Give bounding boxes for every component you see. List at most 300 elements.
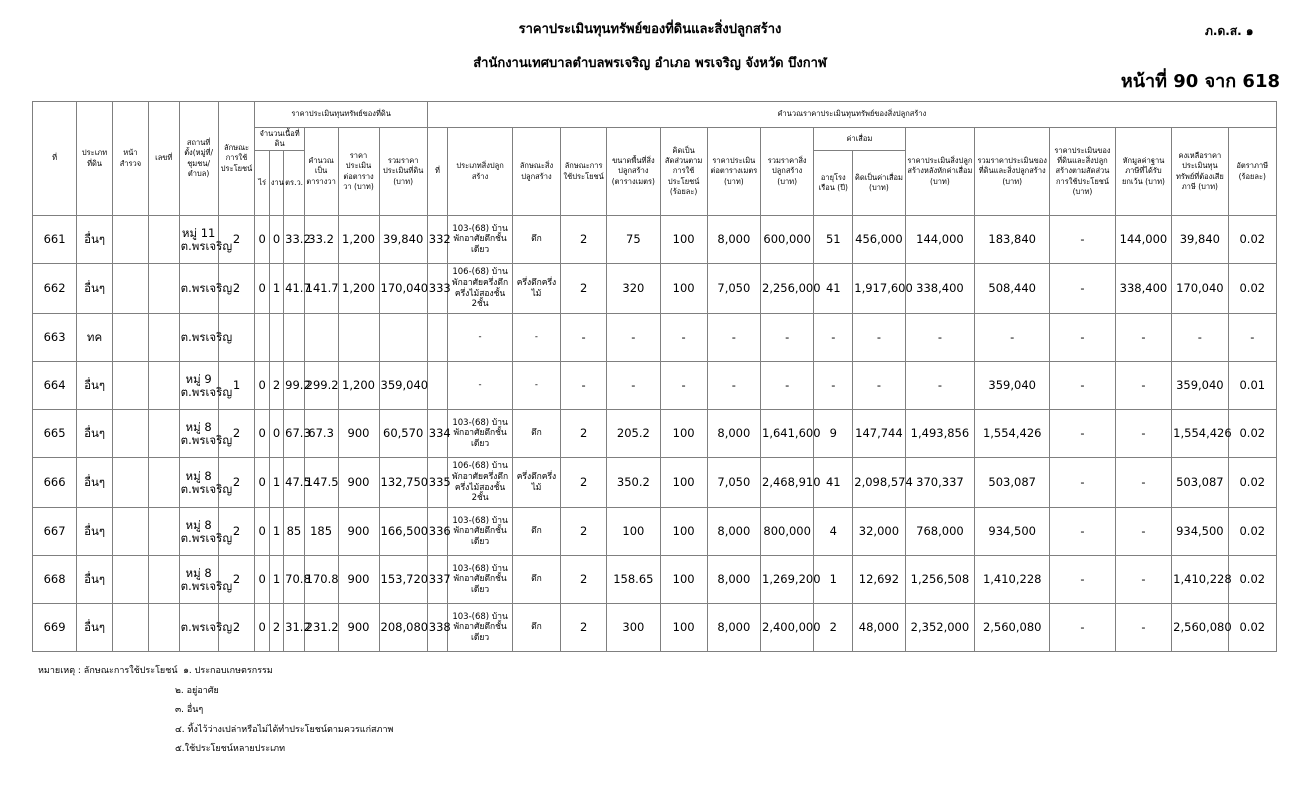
header-taxable: คงเหลือราคาประเมินทุนทรัพย์ที่ต้องเสียภาษี (บาท)	[1172, 128, 1228, 216]
cell-tax-rate: 0.02	[1228, 604, 1276, 652]
cell-building-no: 334	[427, 410, 448, 458]
table-row	[33, 458, 1277, 508]
header-survey-page: หน้าสำรวจ	[112, 102, 148, 216]
cell-grand-total: 359,040	[975, 362, 1050, 410]
cell-building-ratio: 100	[660, 410, 707, 458]
cell-proportional: -	[1050, 556, 1116, 604]
cell-price-wa: 900	[338, 508, 379, 556]
cell-location: ต.พรเจริญ	[179, 604, 218, 652]
cell-rai: 0	[255, 264, 269, 314]
cell-building-age: 1	[814, 556, 853, 604]
header-proportional: ราคาประเมินของที่ดินและสิ่งปลูกสร้างตามสัดส่วนการใช้ประโยชน์ (บาท)	[1050, 128, 1116, 216]
cell-proportional: -	[1050, 362, 1116, 410]
cell-land-type: ทค	[77, 314, 113, 362]
cell-building-age: 2	[814, 604, 853, 652]
cell-survey-page	[112, 314, 148, 362]
cell-taxable: 170,040	[1172, 264, 1228, 314]
cell-building-no: 332	[427, 216, 448, 264]
cell-usage: 1	[218, 362, 255, 410]
remarks-label: หมายเหตุ : ลักษณะการใช้ประโยชน์	[38, 666, 178, 676]
cell-taxable: 1,554,426	[1172, 410, 1228, 458]
cell-number	[148, 604, 179, 652]
cell-building-total: 2,400,000	[761, 604, 814, 652]
cell-building-price-m: 8,000	[707, 604, 760, 652]
cell-after-depreciation: 144,000	[905, 216, 975, 264]
cell-land-total: 170,040	[379, 264, 427, 314]
cell-proportional: -	[1050, 410, 1116, 458]
cell-grand-total: 934,500	[975, 508, 1050, 556]
cell-building-price-m: 8,000	[707, 556, 760, 604]
cell-grand-total: 1,410,228	[975, 556, 1050, 604]
cell-building-age: -	[814, 362, 853, 410]
cell-exemption: 144,000	[1115, 216, 1171, 264]
header-land-total: รวมราคาประเมินที่ดิน (บาท)	[379, 128, 427, 216]
cell-proportional: -	[1050, 508, 1116, 556]
cell-building-character: ตึก	[512, 508, 560, 556]
cell-building-character: ครึ่งตึกครึ่งไม้	[512, 458, 560, 508]
cell-calc-wa: 299.2	[304, 362, 338, 410]
cell-rai: 0	[255, 362, 269, 410]
cell-survey-page	[112, 410, 148, 458]
document-title: ราคาประเมินทุนทรัพย์ของที่ดินและสิ่งปลูกสร้าง	[518, 22, 782, 37]
cell-building-usage: 2	[561, 410, 607, 458]
cell-rai: 0	[255, 508, 269, 556]
cell-after-depreciation: 1,256,508	[905, 556, 975, 604]
header-group-depreciation: ค่าเสื่อม	[814, 128, 905, 151]
cell-building-price-m: 8,000	[707, 410, 760, 458]
cell-land-type: อื่นๆ	[77, 604, 113, 652]
cell-building-size: -	[607, 362, 660, 410]
header-group-building: คำนวณราคาประเมินทุนทรัพย์ของสิ่งปลูกสร้าง	[427, 102, 1276, 128]
cell-proportional: -	[1050, 314, 1116, 362]
cell-tax-rate: 0.02	[1228, 508, 1276, 556]
cell-ngan: 1	[269, 508, 283, 556]
cell-building-size: 100	[607, 508, 660, 556]
cell-building-total: 800,000	[761, 508, 814, 556]
cell-land-type: อื่นๆ	[77, 508, 113, 556]
header-building-total: รวมราคาสิ่งปลูกสร้าง (บาท)	[761, 128, 814, 216]
cell-usage: 2	[218, 458, 255, 508]
cell-taxable: 39,840	[1172, 216, 1228, 264]
cell-land-type: อื่นๆ	[77, 264, 113, 314]
cell-building-size: 300	[607, 604, 660, 652]
cell-no: 668	[33, 556, 77, 604]
cell-building-character: -	[512, 362, 560, 410]
cell-survey-page	[112, 556, 148, 604]
cell-building-usage: -	[561, 362, 607, 410]
cell-survey-page	[112, 264, 148, 314]
cell-rai: 0	[255, 604, 269, 652]
header-group-land: ราคาประเมินทุนทรัพย์ของที่ดิน	[255, 102, 427, 128]
cell-building-ratio: 100	[660, 458, 707, 508]
cell-calc-wa: 170.8	[304, 556, 338, 604]
cell-building-ratio: 100	[660, 604, 707, 652]
cell-building-size: 350.2	[607, 458, 660, 508]
cell-building-type: 106-(68) บ้านพักอาศัยครึ่งตึกครึ่งไม้สองชั้น 2ชั้น	[448, 458, 513, 508]
cell-grand-total: 1,554,426	[975, 410, 1050, 458]
cell-land-total: 153,720	[379, 556, 427, 604]
cell-building-character: ตึก	[512, 604, 560, 652]
cell-building-ratio: -	[660, 314, 707, 362]
cell-building-total: 1,269,200	[761, 556, 814, 604]
cell-building-total: 600,000	[761, 216, 814, 264]
cell-after-depreciation: -	[905, 314, 975, 362]
cell-no: 662	[33, 264, 77, 314]
cell-proportional: -	[1050, 458, 1116, 508]
cell-no: 667	[33, 508, 77, 556]
cell-building-size: -	[607, 314, 660, 362]
cell-building-type: 103-(68) บ้านพักอาศัยตึกชั้นเดียว	[448, 556, 513, 604]
cell-survey-page	[112, 216, 148, 264]
cell-land-total: 208,080	[379, 604, 427, 652]
cell-survey-page	[112, 508, 148, 556]
header-usage: ลักษณะการใช้ประโยชน์	[218, 102, 255, 216]
cell-after-depreciation: 370,337	[905, 458, 975, 508]
cell-usage: 2	[218, 508, 255, 556]
cell-usage: 2	[218, 556, 255, 604]
cell-building-usage: -	[561, 314, 607, 362]
cell-building-type: 103-(68) บ้านพักอาศัยตึกชั้นเดียว	[448, 604, 513, 652]
cell-location: ต.พรเจริญ	[179, 264, 218, 314]
cell-exemption: -	[1115, 508, 1171, 556]
cell-exemption: 338,400	[1115, 264, 1171, 314]
cell-price-wa: 900	[338, 556, 379, 604]
cell-taxable: 2,560,080	[1172, 604, 1228, 652]
cell-building-ratio: -	[660, 362, 707, 410]
cell-exemption: -	[1115, 362, 1171, 410]
header-building-age: อายุโรงเรือน (ปี)	[814, 151, 853, 216]
cell-building-size: 158.65	[607, 556, 660, 604]
header-building-usage: ลักษณะการใช้ประโยชน์	[561, 128, 607, 216]
cell-price-wa: 900	[338, 458, 379, 508]
cell-calc-wa: 33.2	[304, 216, 338, 264]
cell-building-usage: 2	[561, 556, 607, 604]
cell-proportional: -	[1050, 604, 1116, 652]
cell-exemption: -	[1115, 410, 1171, 458]
cell-usage: 2	[218, 410, 255, 458]
cell-ngan: 1	[269, 458, 283, 508]
cell-building-no	[427, 362, 448, 410]
cell-grand-total: 508,440	[975, 264, 1050, 314]
cell-after-depreciation: 2,352,000	[905, 604, 975, 652]
cell-grand-total: -	[975, 314, 1050, 362]
table-row	[33, 604, 1277, 652]
cell-building-type: 103-(68) บ้านพักอาศัยตึกชั้นเดียว	[448, 216, 513, 264]
cell-building-ratio: 100	[660, 556, 707, 604]
cell-building-size: 320	[607, 264, 660, 314]
cell-building-character: -	[512, 314, 560, 362]
cell-survey-page	[112, 362, 148, 410]
header-after-depreciation: ราคาประเมินสิ่งปลูกสร้างหลังหักค่าเสื่อม (บาท)	[905, 128, 975, 216]
header-building-size: ขนาดพื้นที่สิ่งปลูกสร้าง (ตารางเมตร)	[607, 128, 660, 216]
cell-rai: 0	[255, 216, 269, 264]
cell-location: หมู่ 9 ต.พรเจริญ	[179, 362, 218, 410]
cell-land-total: 166,500	[379, 508, 427, 556]
table-row	[33, 508, 1277, 556]
cell-ngan: 2	[269, 362, 283, 410]
cell-land-total: 60,570	[379, 410, 427, 458]
cell-building-total: -	[761, 314, 814, 362]
cell-building-age: 4	[814, 508, 853, 556]
cell-depreciation: -	[853, 362, 905, 410]
cell-tax-rate: 0.01	[1228, 362, 1276, 410]
cell-calc-wa: 185	[304, 508, 338, 556]
cell-building-no: 335	[427, 458, 448, 508]
remarks-item: ๒. อยู่อาศัย	[175, 685, 219, 696]
header-land-type: ประเภทที่ดิน	[77, 102, 113, 216]
cell-land-total: 359,040	[379, 362, 427, 410]
remarks-item: ๑. ประกอบเกษตรกรรม	[183, 666, 273, 676]
cell-land-type: อื่นๆ	[77, 216, 113, 264]
cell-building-age: 9	[814, 410, 853, 458]
cell-building-type: -	[448, 314, 513, 362]
cell-taxable: 503,087	[1172, 458, 1228, 508]
cell-tax-rate: 0.02	[1228, 458, 1276, 508]
cell-number	[148, 362, 179, 410]
cell-building-price-m: 7,050	[707, 264, 760, 314]
cell-building-ratio: 100	[660, 216, 707, 264]
cell-tax-rate: 0.02	[1228, 556, 1276, 604]
header-number: เลขที่	[148, 102, 179, 216]
cell-taxable: 934,500	[1172, 508, 1228, 556]
cell-land-total: 39,840	[379, 216, 427, 264]
cell-rai: 0	[255, 458, 269, 508]
header-tax-rate: อัตราภาษี (ร้อยละ)	[1228, 128, 1276, 216]
cell-number	[148, 410, 179, 458]
cell-building-age: -	[814, 314, 853, 362]
form-code: ภ.ด.ส. ๑	[1205, 24, 1254, 38]
cell-exemption: -	[1115, 556, 1171, 604]
page-indicator: หน้าที่ 90 จาก 618	[1120, 71, 1280, 92]
cell-wa: 31.2	[284, 604, 305, 652]
cell-exemption: -	[1115, 604, 1171, 652]
cell-price-wa: 1,200	[338, 216, 379, 264]
cell-land-total: 132,750	[379, 458, 427, 508]
table-row	[33, 362, 1277, 410]
cell-rai: 0	[255, 556, 269, 604]
cell-land-type: อื่นๆ	[77, 362, 113, 410]
cell-number	[148, 508, 179, 556]
cell-depreciation: 456,000	[853, 216, 905, 264]
cell-building-usage: 2	[561, 264, 607, 314]
cell-building-total: 2,468,910	[761, 458, 814, 508]
cell-taxable: -	[1172, 314, 1228, 362]
cell-building-character: ตึก	[512, 556, 560, 604]
cell-survey-page	[112, 458, 148, 508]
cell-land-total	[379, 314, 427, 362]
cell-no: 664	[33, 362, 77, 410]
cell-after-depreciation: 1,493,856	[905, 410, 975, 458]
cell-depreciation: 48,000	[853, 604, 905, 652]
cell-proportional: -	[1050, 216, 1116, 264]
cell-building-no: 336	[427, 508, 448, 556]
cell-calc-wa: 231.2	[304, 604, 338, 652]
remarks-line	[38, 662, 393, 682]
table-row	[33, 216, 1277, 264]
table-row	[33, 264, 1277, 314]
header-depreciation: คิดเป็นค่าเสื่อม (บาท)	[853, 151, 905, 216]
header-rai: ไร่	[255, 151, 269, 216]
cell-survey-page	[112, 604, 148, 652]
remarks-item: ๕.ใช้ประโยชน์หลายประเภท	[175, 744, 286, 754]
cell-calc-wa: 67.3	[304, 410, 338, 458]
cell-no: 661	[33, 216, 77, 264]
cell-grand-total: 503,087	[975, 458, 1050, 508]
cell-usage: 2	[218, 264, 255, 314]
cell-after-depreciation: 768,000	[905, 508, 975, 556]
cell-calc-wa: 147.5	[304, 458, 338, 508]
cell-wa: 67.3	[284, 410, 305, 458]
header-building-type: ประเภทสิ่งปลูกสร้าง	[448, 128, 513, 216]
cell-depreciation: 147,744	[853, 410, 905, 458]
header-location: สถานที่ตั้ง(หมู่ที่/ชุมชน/ตำบล)	[179, 102, 218, 216]
cell-depreciation: 12,692	[853, 556, 905, 604]
cell-location: หมู่ 11 ต.พรเจริญ	[179, 216, 218, 264]
cell-building-total: 1,641,600	[761, 410, 814, 458]
cell-grand-total: 183,840	[975, 216, 1050, 264]
cell-land-type: อื่นๆ	[77, 458, 113, 508]
cell-price-wa: 900	[338, 604, 379, 652]
cell-depreciation: 2,098,574	[853, 458, 905, 508]
header-price-wa: ราคาประเมินต่อตารางวา (บาท)	[338, 128, 379, 216]
cell-number	[148, 216, 179, 264]
cell-building-price-m: -	[707, 362, 760, 410]
cell-ngan: 1	[269, 264, 283, 314]
cell-wa: 47.5	[284, 458, 305, 508]
cell-building-no: 333	[427, 264, 448, 314]
cell-taxable: 1,410,228	[1172, 556, 1228, 604]
cell-after-depreciation: 338,400	[905, 264, 975, 314]
cell-building-type: 106-(68) บ้านพักอาศัยครึ่งตึกครึ่งไม้สองชั้น 2ชั้น	[448, 264, 513, 314]
header-building-ratio: คิดเป็นสัดส่วนตามการใช้ประโยชน์ (ร้อยละ)	[660, 128, 707, 216]
header-wa: ตร.ว.	[284, 151, 305, 216]
cell-price-wa: 1,200	[338, 362, 379, 410]
cell-tax-rate: -	[1228, 314, 1276, 362]
cell-wa	[284, 314, 305, 362]
cell-building-size: 75	[607, 216, 660, 264]
cell-price-wa	[338, 314, 379, 362]
cell-building-price-m: 8,000	[707, 216, 760, 264]
cell-rai: 0	[255, 410, 269, 458]
table-row	[33, 556, 1277, 604]
cell-tax-rate: 0.02	[1228, 216, 1276, 264]
cell-ngan	[269, 314, 283, 362]
cell-building-ratio: 100	[660, 264, 707, 314]
cell-exemption: -	[1115, 314, 1171, 362]
cell-building-character: ตึก	[512, 216, 560, 264]
cell-number	[148, 556, 179, 604]
cell-no: 663	[33, 314, 77, 362]
cell-number	[148, 458, 179, 508]
cell-location: หมู่ 8 ต.พรเจริญ	[179, 556, 218, 604]
assessment-table	[32, 101, 1277, 652]
table-row	[33, 410, 1277, 458]
cell-exemption: -	[1115, 458, 1171, 508]
cell-depreciation: 32,000	[853, 508, 905, 556]
remarks-item: ๔. ทิ้งไว้ว่างเปล่าหรือไม่ได้ทำประโยชน์ตามควรแก่สภาพ	[175, 724, 394, 735]
cell-wa: 99.2	[284, 362, 305, 410]
remarks	[38, 662, 393, 760]
table-row	[33, 314, 1277, 362]
cell-number	[148, 264, 179, 314]
cell-ngan: 0	[269, 410, 283, 458]
cell-land-type: อื่นๆ	[77, 556, 113, 604]
cell-price-wa: 900	[338, 410, 379, 458]
cell-building-usage: 2	[561, 216, 607, 264]
cell-wa: 70.8	[284, 556, 305, 604]
cell-ngan: 2	[269, 604, 283, 652]
cell-building-no: 337	[427, 556, 448, 604]
cell-after-depreciation: -	[905, 362, 975, 410]
cell-wa: 33.2	[284, 216, 305, 264]
cell-wa: 85	[284, 508, 305, 556]
cell-building-price-m: 8,000	[707, 508, 760, 556]
cell-calc-wa: 141.7	[304, 264, 338, 314]
header-building-price-m: ราคาประเมินต่อตารางเมตร (บาท)	[707, 128, 760, 216]
cell-building-usage: 2	[561, 508, 607, 556]
cell-taxable: 359,040	[1172, 362, 1228, 410]
cell-building-total: 2,256,000	[761, 264, 814, 314]
header-no: ที่	[33, 102, 77, 216]
header-building-character: ลักษณะสิ่งปลูกสร้าง	[512, 128, 560, 216]
cell-location: หมู่ 8 ต.พรเจริญ	[179, 410, 218, 458]
cell-location: ต.พรเจริญ	[179, 314, 218, 362]
cell-price-wa: 1,200	[338, 264, 379, 314]
header-calc-wa: คำนวณเป็นตารางวา	[304, 128, 338, 216]
cell-location: หมู่ 8 ต.พรเจริญ	[179, 458, 218, 508]
cell-building-no: 338	[427, 604, 448, 652]
header-exemption: หักมูลค่าฐานภาษีที่ได้รับยกเว้น (บาท)	[1115, 128, 1171, 216]
cell-no: 665	[33, 410, 77, 458]
cell-tax-rate: 0.02	[1228, 264, 1276, 314]
cell-wa: 41.7	[284, 264, 305, 314]
cell-building-size: 205.2	[607, 410, 660, 458]
cell-building-usage: 2	[561, 458, 607, 508]
cell-building-age: 41	[814, 458, 853, 508]
cell-location: หมู่ 8 ต.พรเจริญ	[179, 508, 218, 556]
cell-building-type: 103-(68) บ้านพักอาศัยตึกชั้นเดียว	[448, 508, 513, 556]
cell-building-price-m: 7,050	[707, 458, 760, 508]
header-building-no: ที่	[427, 128, 448, 216]
cell-building-ratio: 100	[660, 508, 707, 556]
cell-building-price-m: -	[707, 314, 760, 362]
cell-depreciation: 1,917,600	[853, 264, 905, 314]
header-grand-total: รวมราคาประเมินของที่ดินและสิ่งปลูกสร้าง (บาท)	[975, 128, 1050, 216]
cell-proportional: -	[1050, 264, 1116, 314]
cell-tax-rate: 0.02	[1228, 410, 1276, 458]
cell-building-total: -	[761, 362, 814, 410]
cell-building-age: 41	[814, 264, 853, 314]
cell-depreciation: -	[853, 314, 905, 362]
cell-building-type: -	[448, 362, 513, 410]
cell-building-no	[427, 314, 448, 362]
cell-ngan: 0	[269, 216, 283, 264]
cell-land-type: อื่นๆ	[77, 410, 113, 458]
header-group-area: จำนวนเนื้อที่ดิน	[255, 128, 304, 151]
cell-ngan: 1	[269, 556, 283, 604]
cell-no: 669	[33, 604, 77, 652]
cell-building-age: 51	[814, 216, 853, 264]
document-subtitle: สำนักงานเทศบาลตำบลพรเจริญ อำเภอ พรเจริญ จังหวัด บึงกาฬ	[473, 56, 827, 71]
cell-building-type: 103-(68) บ้านพักอาศัยตึกชั้นเดียว	[448, 410, 513, 458]
cell-no: 666	[33, 458, 77, 508]
cell-building-character: ตึก	[512, 410, 560, 458]
header-ngan: งาน	[269, 151, 283, 216]
cell-number	[148, 314, 179, 362]
cell-usage: 2	[218, 604, 255, 652]
cell-rai	[255, 314, 269, 362]
cell-usage: 2	[218, 216, 255, 264]
